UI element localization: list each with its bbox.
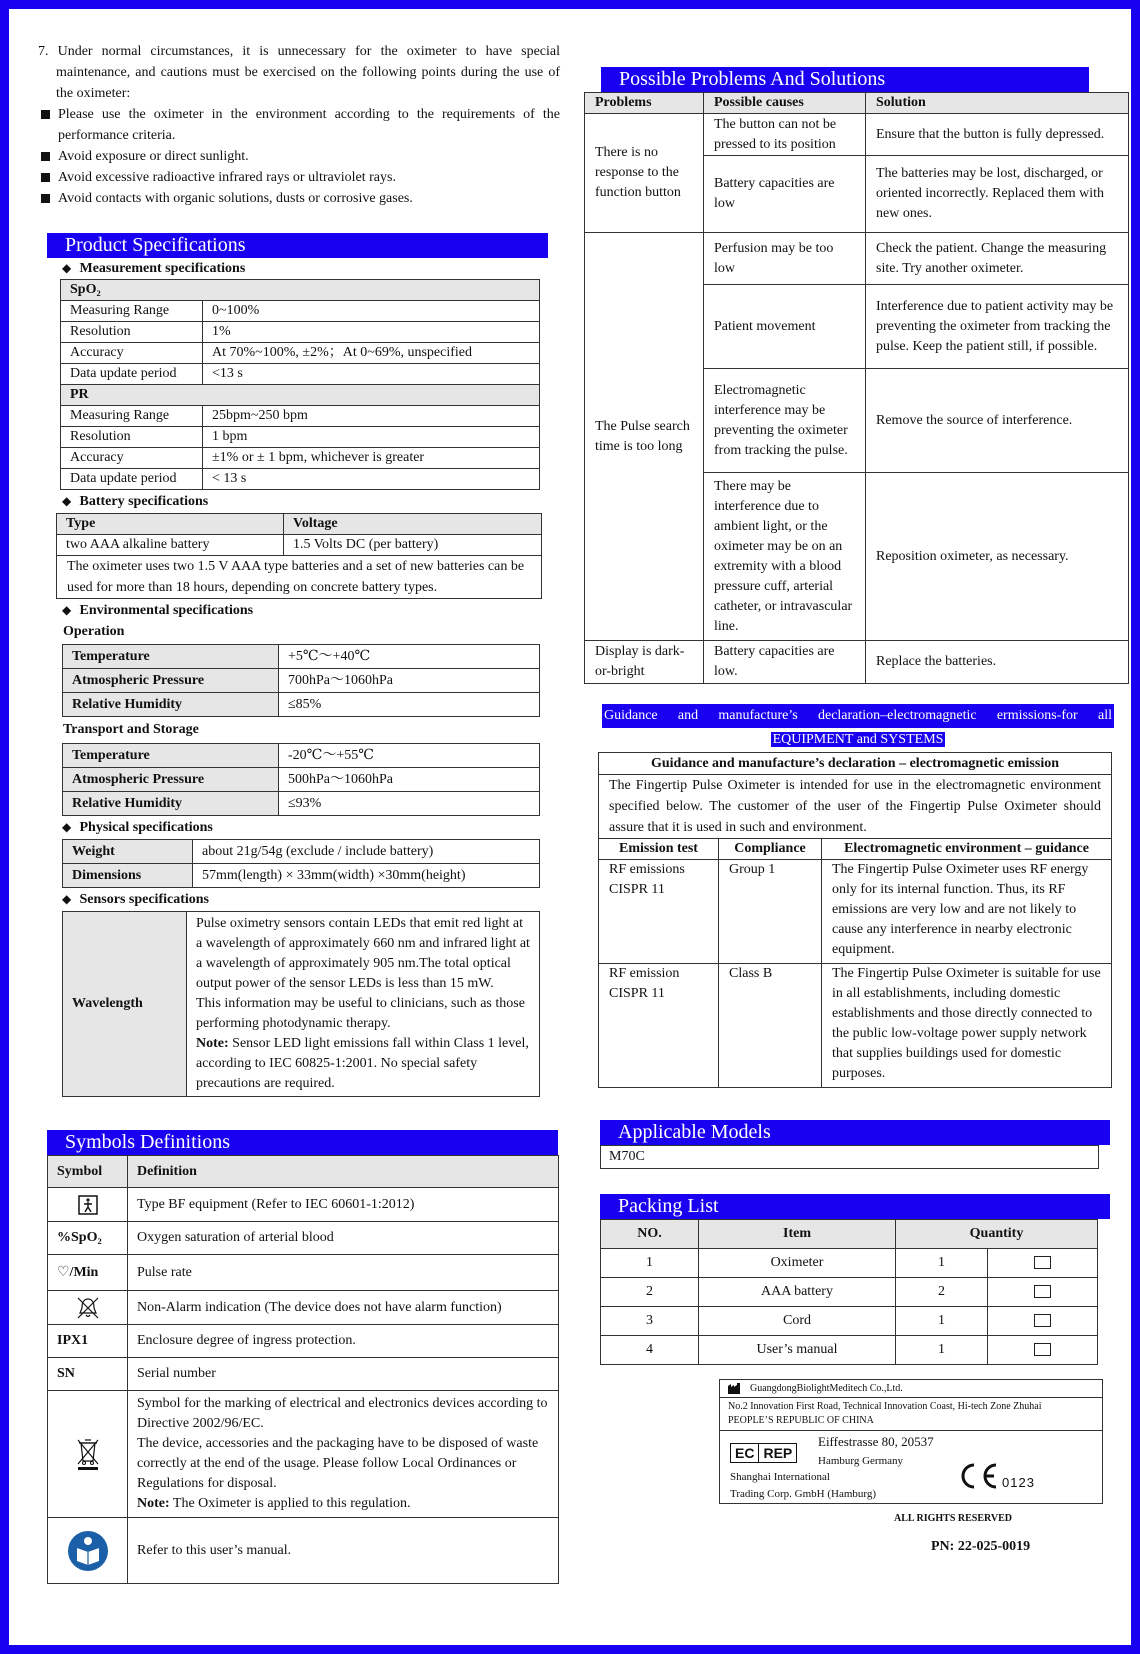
physical-specs-title: Physical specifications <box>79 820 213 835</box>
measurement-specs-title: Measurement specifications <box>79 261 246 276</box>
ec-rep-section <box>720 1431 1102 1503</box>
applicable-models-heading: Applicable Models <box>600 1120 1110 1145</box>
symbol-cell: IPX1 <box>48 1325 128 1358</box>
sensor-note-text: Sensor LED light emissions fall within Class 1 level, according to IEC 60825-1:2001. No special safety precautions are required. <box>196 1036 529 1091</box>
weee-line-2: The device, accessories and the packaging have to be disposed of waste correctly at the end of the usage. Please follow Local Ordinances or Regulations for disposal. <box>137 1436 539 1491</box>
packing-checkbox[interactable] <box>1034 1343 1051 1356</box>
packing-no: 1 <box>601 1249 699 1278</box>
packing-checkbox[interactable] <box>1034 1314 1051 1327</box>
spec-value: At 70%~100%, ±2%；At 0~69%, unspecified <box>203 343 540 364</box>
problems-table <box>584 92 1129 684</box>
weee-definition <box>128 1391 559 1518</box>
problem-cause: Battery capacities are low. <box>704 641 866 684</box>
spo2-label: SpO₂ <box>61 280 540 301</box>
emc-compliance: Group 1 <box>719 860 822 964</box>
all-rights-reserved: ALL RIGHTS RESERVED <box>894 1513 1013 1524</box>
maintenance-bullet: Avoid contacts with organic solutions, dusts or corrosive gases. <box>38 188 560 209</box>
guidance-heading-line-1: Guidance and manufacture’s declaration–electromagnetic ermissions-for all <box>602 704 1114 728</box>
sensor-text-2: This information may be useful to clinicians, such as those performing photodynamic therapy. <box>196 996 525 1031</box>
battery-type: two AAA alkaline battery <box>57 535 284 556</box>
measurement-table <box>60 279 540 490</box>
env-key: Relative Humidity <box>63 792 279 816</box>
sensors-table <box>62 911 540 1097</box>
packing-head-quantity: Quantity <box>896 1220 1098 1249</box>
rep-address-line-1: Eiffestrasse 80, 20537 <box>818 1434 934 1449</box>
packing-head-item: Item <box>699 1220 896 1249</box>
spec-value: 25bpm~250 bpm <box>203 406 540 427</box>
env-key: Atmospheric Pressure <box>63 669 279 693</box>
symbol-definition: Oxygen saturation of arterial blood <box>128 1222 559 1255</box>
problem-cause: Battery capacities are low <box>704 156 866 233</box>
left-column <box>38 41 560 1584</box>
battery-voltage: 1.5 Volts DC (per battery) <box>284 535 542 556</box>
symbol-definition: Enclosure degree of ingress protection. <box>128 1325 559 1358</box>
environmental-specs-title: Environmental specifications <box>79 603 254 618</box>
problem-no-response: There is no response to the function button <box>585 114 704 233</box>
battery-note: The oximeter uses two 1.5 V AAA type batteries and a set of new batteries can be used for more than 18 hours, depending on concrete battery types. <box>57 556 542 599</box>
sensor-text-1: Pulse oximetry sensors contain LEDs that emit red light at a wavelength of approximately 660 nm and infrared light at a wavelength of approximately 905 nm.The total optical output power of the sensor LEDs is less than 15 mW. <box>196 916 530 991</box>
spec-key: Accuracy <box>61 343 203 364</box>
symbol-definition: Type BF equipment (Refer to IEC 60601-1:2012) <box>128 1188 559 1222</box>
user-manual-icon <box>67 1530 109 1572</box>
env-key: Relative Humidity <box>63 693 279 717</box>
problems-head-causes: Possible causes <box>704 93 866 114</box>
packing-no: 2 <box>601 1278 699 1307</box>
maintenance-bullet: Avoid exposure or direct sunlight. <box>38 146 560 167</box>
sensor-description <box>187 912 540 1097</box>
spec-key: Data update period <box>61 364 203 385</box>
part-number: PN: 22-025-0019 <box>931 1539 1031 1554</box>
symbols-head-symbol: Symbol <box>48 1156 128 1188</box>
physical-table <box>62 839 540 888</box>
packing-item: AAA battery <box>699 1278 896 1307</box>
diamond-bullet-icon: ◆ <box>62 261 72 275</box>
packing-checkbox[interactable] <box>1034 1256 1051 1269</box>
phys-value: 57mm(length) × 33mm(width) ×30mm(height) <box>193 864 540 888</box>
manufacturer-address <box>720 1398 1102 1431</box>
ec-label: EC <box>731 1444 759 1462</box>
env-value: 500hPa～1060hPa <box>279 768 540 792</box>
emc-guidance: The Fingertip Pulse Oximeter is suitable for use in all establishments, including domestic establishments and those directly connected to the public low-voltage power supply network that supplies buildings used for domestic purposes. <box>822 964 1112 1088</box>
problems-head-solution: Solution <box>866 93 1129 114</box>
problem-cause: Patient movement <box>704 285 866 369</box>
spec-value: 0~100% <box>203 301 540 322</box>
emc-head-guidance: Electromagnetic environment – guidance <box>822 839 1112 860</box>
packing-check-cell <box>988 1307 1098 1336</box>
problem-solution: Check the patient. Change the measuring site. Try another oximeter. <box>866 233 1129 285</box>
packing-qty: 2 <box>896 1278 988 1307</box>
env-value: -20℃～+55℃ <box>279 744 540 768</box>
spec-value: 1 bpm <box>203 427 540 448</box>
problem-cause: There may be interference due to ambient light, or the oximeter may be on an extremity with a blood pressure cuff, arterial catheter, or intravascular line. <box>704 473 866 641</box>
maintenance-bullet: Avoid excessive radioactive infrared rays or ultraviolet rays. <box>38 167 560 188</box>
symbol-definition: Non-Alarm indication (The device does not have alarm function) <box>128 1291 559 1325</box>
emc-compliance: Class B <box>719 964 822 1088</box>
environmental-specs-heading <box>48 599 560 622</box>
emc-head-test: Emission test <box>599 839 719 860</box>
ce-mark-icon <box>956 1461 1000 1491</box>
problems-head-problems: Problems <box>585 93 704 114</box>
env-key: Temperature <box>63 744 279 768</box>
manufacturer-name: GuangdongBiolightMeditech Co.,Ltd. <box>750 1383 903 1394</box>
problem-cause: The button can not be pressed to its position <box>704 114 866 156</box>
spec-value: ±1% or ± 1 bpm, whichever is greater <box>203 448 540 469</box>
spec-value: 1% <box>203 322 540 343</box>
symbol-cell: %SpO₂ <box>48 1222 128 1255</box>
guidance-heading-line-2: EQUIPMENT and SYSTEMS <box>772 732 944 747</box>
spec-key: Accuracy <box>61 448 203 469</box>
diamond-bullet-icon: ◆ <box>62 494 72 508</box>
symbols-head-definition: Definition <box>128 1156 559 1188</box>
env-value: ≤93% <box>279 792 540 816</box>
diamond-bullet-icon: ◆ <box>62 892 72 906</box>
sensor-note-label: Note: <box>196 1036 229 1051</box>
emc-test: RF emissions CISPR 11 <box>599 860 719 964</box>
weee-note <box>137 1494 549 1514</box>
packing-checkbox[interactable] <box>1034 1285 1051 1298</box>
maintenance-intro: 7. Under normal circumstances, it is unnecessary for the oximeter to have special maintenance, and cautions must be exercised on the following points during the use of the oximeter: <box>38 44 560 101</box>
symbol-cell: ♡/Min <box>48 1255 128 1291</box>
packing-item: Oximeter <box>699 1249 896 1278</box>
operation-table <box>62 644 540 717</box>
problem-solution: Interference due to patient activity may be preventing the oximeter from tracking the pulse. Keep the patient still, if possible. <box>866 285 1129 369</box>
emc-head-compliance: Compliance <box>719 839 822 860</box>
model-value: M70C <box>600 1145 1099 1169</box>
measurement-specs-heading <box>48 258 560 279</box>
symbols-table <box>47 1155 559 1584</box>
weee-line-1: Symbol for the marking of electrical and electronics devices according to Directive 2002/96/EC. <box>137 1396 548 1431</box>
problem-solution: Replace the batteries. <box>866 641 1129 684</box>
problem-solution: Remove the source of interference. <box>866 369 1129 473</box>
battery-head-type: Type <box>57 514 284 535</box>
packing-item: User’s manual <box>699 1336 896 1365</box>
emc-table-title: Guidance and manufacture’s declaration – electromagnetic emission <box>599 753 1112 775</box>
pr-label: PR <box>61 385 540 406</box>
physical-specs-heading <box>48 816 560 839</box>
packing-check-cell <box>988 1278 1098 1307</box>
operation-label: Operation <box>63 624 125 639</box>
rep-name-line-1: Shanghai International <box>730 1471 830 1483</box>
symbol-definition: Serial number <box>128 1358 559 1391</box>
rep-label: REP <box>763 1445 793 1461</box>
problem-display: Display is dark-or-bright <box>585 641 704 684</box>
packing-no: 3 <box>601 1307 699 1336</box>
packing-table <box>600 1219 1098 1365</box>
symbol-cell <box>48 1391 128 1518</box>
emc-test: RF emission CISPR 11 <box>599 964 719 1088</box>
problem-solution: The batteries may be lost, discharged, or oriented incorrectly. Replaced them with new ones. <box>866 156 1129 233</box>
problem-cause: Perfusion may be too low <box>704 233 866 285</box>
packing-list-heading: Packing List <box>600 1194 1110 1219</box>
problem-cause: Electromagnetic interference may be preventing the oximeter from tracking the pulse. <box>704 369 866 473</box>
sensors-specs-heading <box>48 888 560 911</box>
symbol-cell <box>48 1188 128 1222</box>
emc-table <box>598 752 1112 1088</box>
symbol-definition: Refer to this user’s manual. <box>128 1518 559 1584</box>
sensor-key: Wavelength <box>63 912 187 1097</box>
battery-specs-title: Battery specifications <box>79 494 209 509</box>
weee-note-text: The Oximeter is applied to this regulation. <box>169 1496 411 1511</box>
spec-key: Resolution <box>61 427 203 448</box>
manufacturer-row <box>720 1380 1102 1398</box>
maintenance-bullet: Please use the oximeter in the environment according to the requirements of the performance criteria. <box>38 104 560 146</box>
symbol-cell: SN <box>48 1358 128 1391</box>
spec-key: Data update period <box>61 469 203 490</box>
phys-key: Dimensions <box>63 864 193 888</box>
packing-head-no: NO. <box>601 1220 699 1249</box>
packing-check-cell <box>988 1249 1098 1278</box>
env-value: ≤85% <box>279 693 540 717</box>
packing-qty: 1 <box>896 1249 988 1278</box>
battery-specs-heading <box>48 490 560 513</box>
spec-value: < 13 s <box>203 469 540 490</box>
battery-head-voltage: Voltage <box>284 514 542 535</box>
packing-check-cell <box>988 1336 1098 1365</box>
ec-rep-mark <box>730 1443 797 1463</box>
packing-qty: 1 <box>896 1307 988 1336</box>
problems-heading: Possible Problems And Solutions <box>601 67 1089 92</box>
packing-qty: 1 <box>896 1336 988 1365</box>
diamond-bullet-icon: ◆ <box>62 603 72 617</box>
weee-bin-icon <box>75 1437 101 1471</box>
phys-key: Weight <box>63 840 193 864</box>
transport-label: Transport and Storage <box>63 722 199 737</box>
maintenance-notes <box>38 41 560 209</box>
right-column <box>584 67 1129 1555</box>
transport-table <box>62 743 540 816</box>
manufacturer-address-line-2: PEOPLE’S REPUBLIC OF CHINA <box>728 1415 874 1426</box>
weee-note-label: Note: <box>137 1496 170 1511</box>
spec-key: Resolution <box>61 322 203 343</box>
battery-table <box>56 513 542 599</box>
no-alarm-icon <box>75 1296 101 1320</box>
symbol-definition: Pulse rate <box>128 1255 559 1291</box>
symbols-definitions-heading: Symbols Definitions <box>47 1130 558 1155</box>
rep-name-line-2: Trading Corp. GmbH (Hamburg) <box>730 1488 877 1500</box>
diamond-bullet-icon: ◆ <box>62 820 72 834</box>
sensor-note <box>196 1034 530 1094</box>
emc-intro: The Fingertip Pulse Oximeter is intended for use in the electromagnetic environment specified below. The customer of the user of the Fingertip Pulse Oximeter should assure that it is used in such and environment. <box>599 775 1112 839</box>
env-value: +5℃～+40℃ <box>279 645 540 669</box>
problem-pulse-search: The Pulse search time is too long <box>585 233 704 641</box>
env-value: 700hPa～1060hPa <box>279 669 540 693</box>
manufacturer-factory-icon <box>728 1383 742 1394</box>
phys-value: about 21g/54g (exclude / include battery) <box>193 840 540 864</box>
env-key: Temperature <box>63 645 279 669</box>
problem-solution: Reposition oximeter, as necessary. <box>866 473 1129 641</box>
packing-item: Cord <box>699 1307 896 1336</box>
emc-guidance: The Fingertip Pulse Oximeter uses RF energy only for its internal function. Thus, its RF emissions are very low and are not likely to cause any interference in nearby electronic equipment. <box>822 860 1112 964</box>
spec-key: Measuring Range <box>61 406 203 427</box>
manufacturer-address-line-1: No.2 Innovation First Road, Technical Innovation Coast, Hi-tech Zone Zhuhai <box>728 1401 1042 1412</box>
packing-no: 4 <box>601 1336 699 1365</box>
spec-value: <13 s <box>203 364 540 385</box>
spec-key: Measuring Range <box>61 301 203 322</box>
env-key: Atmospheric Pressure <box>63 768 279 792</box>
ce-number: 0123 <box>1002 1475 1035 1490</box>
problem-solution: Ensure that the button is fully depressed. <box>866 114 1129 156</box>
product-specifications-heading: Product Specifications <box>47 233 548 258</box>
symbol-cell <box>48 1291 128 1325</box>
rep-address-line-2: Hamburg Germany <box>818 1455 904 1467</box>
symbol-cell <box>48 1518 128 1584</box>
type-bf-icon <box>78 1195 98 1215</box>
sensors-specs-title: Sensors specifications <box>79 892 209 907</box>
guidance-heading-line-2-wrap <box>602 728 1114 752</box>
manufacturer-box <box>719 1379 1103 1504</box>
